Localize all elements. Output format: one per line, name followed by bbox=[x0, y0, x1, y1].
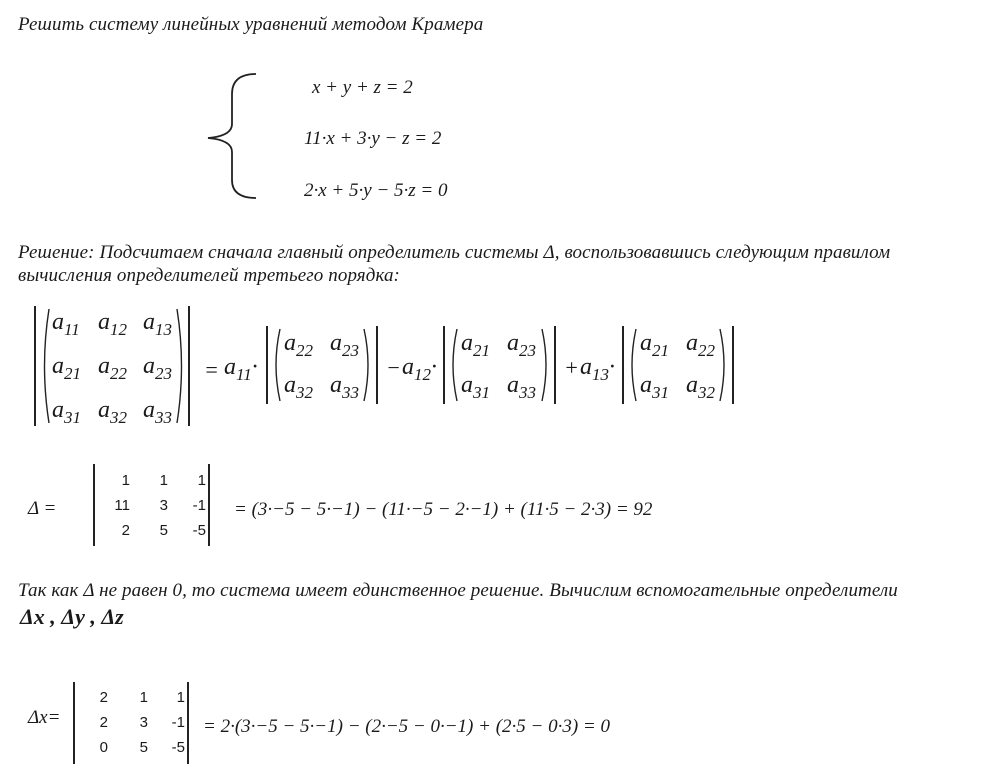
delta-x-matrix-cell: 1 bbox=[139, 689, 148, 706]
rule-term2-minor-cell: $a_{21}$ bbox=[461, 330, 490, 360]
rule-big-cell: $a_{31}$ bbox=[52, 397, 81, 427]
rule-big-cell: $a_{32}$ bbox=[98, 397, 127, 427]
rule-big-cell: $a_{33}$ bbox=[143, 397, 172, 427]
delta-matrix-cell: 1 bbox=[121, 472, 130, 489]
rule-term1-minor-cell: $a_{33}$ bbox=[330, 372, 359, 402]
delta-matrix-cell: 11 bbox=[114, 497, 130, 514]
rule-big-cell: $a_{22}$ bbox=[98, 353, 127, 383]
rule-term3-minor-cell: $a_{32}$ bbox=[686, 372, 715, 402]
rule-term2-minor-cell: $a_{31}$ bbox=[461, 372, 490, 402]
solution-intro-line1: Решение: Подсчитаем сначала главный определитель системы Δ, воспользовавшись следующим правилом bbox=[18, 242, 891, 263]
rule-term3-coef: $a_{13}\cdot$ bbox=[580, 354, 615, 384]
rule-term1-minor-cell: $a_{23}$ bbox=[330, 330, 359, 360]
delta-x-matrix-cell: 1 bbox=[176, 689, 185, 706]
delta-matrix-cell: 5 bbox=[159, 522, 168, 539]
rule-term3-minor-cell: $a_{21}$ bbox=[640, 330, 669, 360]
rule-term1-minor-cell: $a_{32}$ bbox=[284, 372, 313, 402]
rule-equals: = bbox=[204, 357, 219, 382]
rule-plus: + bbox=[564, 355, 579, 380]
system-equation-1: x + y + z = 2 bbox=[312, 77, 413, 98]
delta-matrix-cell: 2 bbox=[121, 522, 130, 539]
rule-term1-coef: $a_{11}\cdot$ bbox=[224, 354, 258, 384]
delta-x-matrix-cell: 5 bbox=[139, 739, 148, 756]
rule-term3-minor-cell: $a_{31}$ bbox=[640, 372, 669, 402]
delta-x-matrix-cell: 2 bbox=[99, 714, 108, 731]
delta-matrix-cell: -1 bbox=[192, 497, 206, 514]
delta-x-expression: = 2·(3·−5 − 5·−1) − (2·−5 − 0·−1) + (2·5 − 0·3) = 0 bbox=[203, 716, 610, 737]
page-title: Решить систему линейных уравнений методом Крамера bbox=[18, 14, 484, 35]
system-brace-icon bbox=[200, 72, 260, 202]
delta-matrix-cell: 3 bbox=[159, 497, 168, 514]
rule-big-cell: $a_{11}$ bbox=[52, 309, 80, 339]
note-line1: Так как Δ не равен 0, то система имеет единственное решение. Вычислим вспомогательные определители bbox=[18, 580, 898, 601]
delta-label: Δ = bbox=[28, 498, 57, 519]
delta-matrix-cell: 1 bbox=[197, 472, 206, 489]
delta-x-matrix-cell: 2 bbox=[99, 689, 108, 706]
delta-x-matrix-cell: 0 bbox=[99, 739, 108, 756]
delta-expression: = (3·−5 − 5·−1) − (11·−5 − 2·−1) + (11·5 − 2·3) = 92 bbox=[234, 499, 653, 520]
rule-term2-minor-cell: $a_{23}$ bbox=[507, 330, 536, 360]
rule-minus: − bbox=[386, 355, 401, 380]
rule-big-cell: $a_{23}$ bbox=[143, 353, 172, 383]
rule-term2-coef: $a_{12}\cdot$ bbox=[402, 354, 437, 384]
delta-matrix-cell: -5 bbox=[192, 522, 206, 539]
system-equation-2: 11·x + 3·y − z = 2 bbox=[304, 128, 442, 149]
delta-x-matrix-cell: 3 bbox=[139, 714, 148, 731]
rule-big-cell: $a_{21}$ bbox=[52, 353, 81, 383]
rule-big-cell: $a_{13}$ bbox=[143, 309, 172, 339]
delta-matrix-cell: 1 bbox=[159, 472, 168, 489]
note-aux-determinants: Δx , Δy , Δz bbox=[20, 604, 124, 629]
system-equation-3: 2·x + 5·y − 5·z = 0 bbox=[304, 180, 448, 201]
delta-x-matrix-cell: -5 bbox=[171, 739, 185, 756]
solution-intro-line2: вычисления определителей третьего порядка: bbox=[18, 265, 400, 286]
delta-x-label: Δx= bbox=[28, 707, 61, 728]
delta-x-matrix-cell: -1 bbox=[171, 714, 185, 731]
rule-big-cell: $a_{12}$ bbox=[98, 309, 127, 339]
rule-term2-minor-cell: $a_{33}$ bbox=[507, 372, 536, 402]
rule-term1-minor-cell: $a_{22}$ bbox=[284, 330, 313, 360]
rule-term3-minor-cell: $a_{22}$ bbox=[686, 330, 715, 360]
